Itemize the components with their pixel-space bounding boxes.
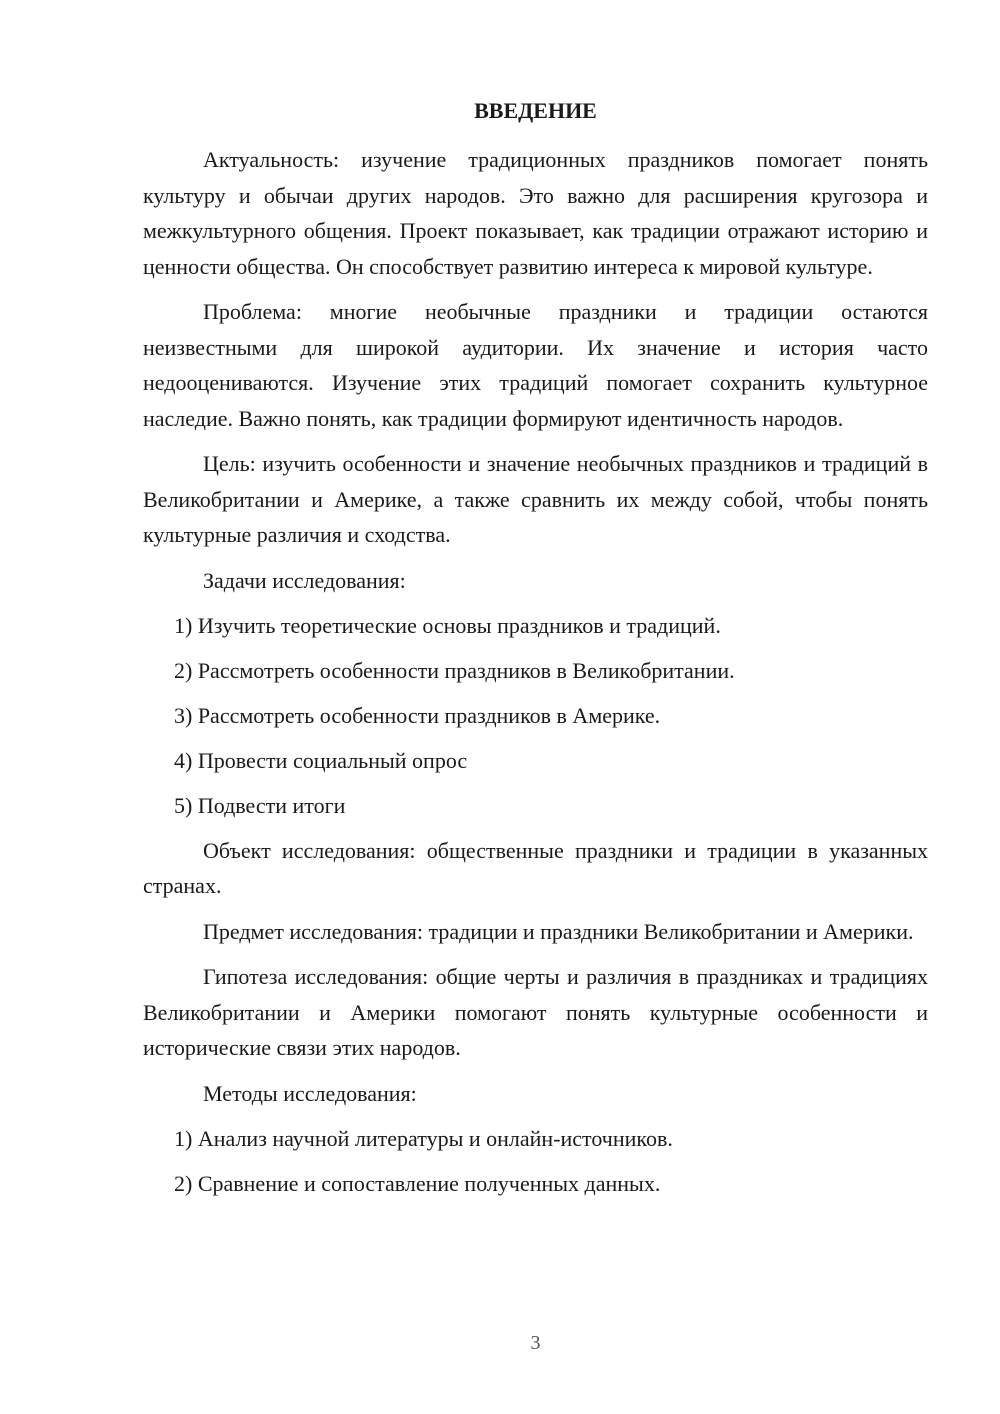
relevance-paragraph: Актуальность: изучение традиционных праздников помогает понять культуру и обычаи других народов. Это важно для расширения кругозора и межкультурного общения. Проект показывает, как традиции отражают историю и ценности общества. Он способствует развитию интереса к мировой культуре. <box>143 147 928 279</box>
object-paragraph: Объект исследования: общественные праздники и традиции в указанных странах. <box>143 837 928 898</box>
task-item: 3) Рассмотреть особенности праздников в Америке. <box>174 702 661 728</box>
task-item: 2) Рассмотреть особенности праздников в Великобритании. <box>174 657 735 683</box>
method-item: 1) Анализ научной литературы и онлайн-источников. <box>174 1125 673 1151</box>
methods-label: Методы исследования: <box>203 1080 417 1106</box>
tasks-label: Задачи исследования: <box>203 567 406 593</box>
section-title: ВВЕДЕНИЕ <box>474 98 597 123</box>
hypothesis-paragraph: Гипотеза исследования: общие черты и различия в праздниках и традициях Великобритании и Америки помогают понять культурные особенности и исторические связи этих народов. <box>143 964 928 1060</box>
document-body <box>143 142 928 1211</box>
task-item: 1) Изучить теоретические основы праздников и традиций. <box>174 612 721 638</box>
goal-paragraph: Цель: изучить особенности и значение необычных праздников и традиций в Великобритании и Америке, а также сравнить их между собой, чтобы понять культурные различия и сходства. <box>143 451 928 547</box>
methods-list <box>143 1121 928 1202</box>
tasks-list <box>143 608 928 824</box>
task-item: 4) Провести социальный опрос <box>174 747 468 773</box>
subject-paragraph: Предмет исследования: традиции и праздники Великобритании и Америки. <box>203 918 914 944</box>
problem-paragraph: Проблема: многие необычные праздники и традиции остаются неизвестными для широкой аудитории. Их значение и история часто недооцениваются. Изучение этих традиций помогает сохранить культурное наследие. Важно понять, как традиции формируют идентичность народов. <box>143 299 928 431</box>
method-item: 2) Сравнение и сопоставление полученных данных. <box>174 1170 661 1196</box>
page-number: 3 <box>530 1332 541 1354</box>
task-item: 5) Подвести итоги <box>174 792 346 818</box>
